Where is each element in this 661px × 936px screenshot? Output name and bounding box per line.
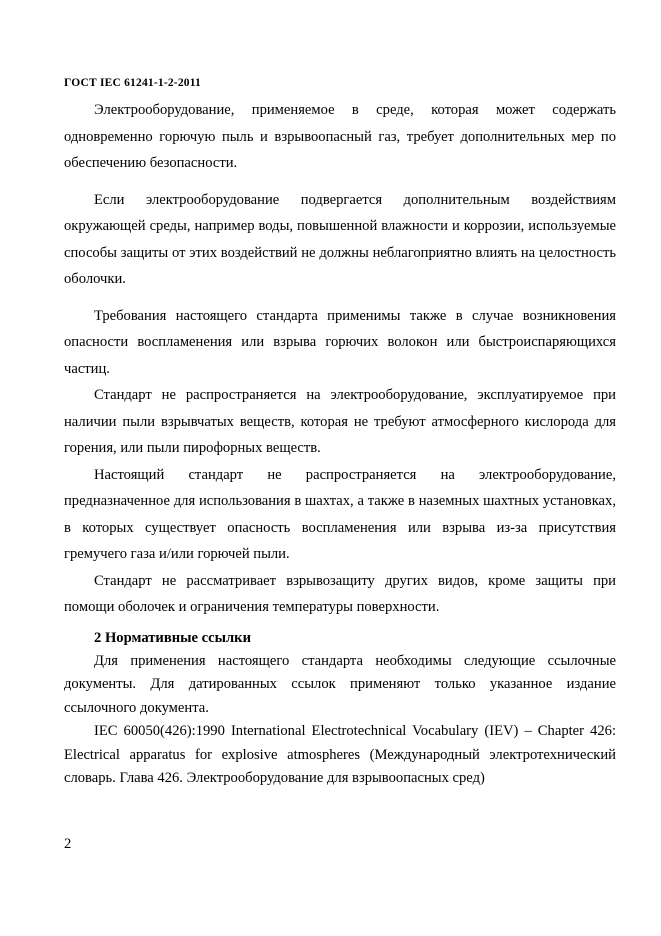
paragraph-intro-1: Электрооборудование, применяемое в среде, которая может содержать одновременно горючую пыль и взрывоопасный газ, требует дополнительных мер по обеспечению безопасности. (64, 102, 616, 171)
paragraph-reference-iec: IEC 60050(426):1990 International Electrotechnical Vocabulary (IEV) – Chapter 426: Electrical apparatus for explosive atmospheres (Международный электротехнический словарь. Глава 426. Электрооборудование для взрывоопасных сред) (64, 723, 616, 786)
section-heading: 2 Нормативные ссылки (94, 629, 251, 646)
paragraph-intro-5: Настоящий стандарт не распространяется на электрооборудование, предназначенное для использования в шахтах, а также в наземных шахтных установках, в которых существует опасность воспламенения или взрыва из-за присутствия гремучего газа и/или горючей пыли. (64, 466, 616, 562)
document-body (64, 97, 616, 791)
paragraph-intro-3: Требования настоящего стандарта применимы также в случае возникновения опасности воспламенения или взрыва горючих волокон или быстроиспаряющихся частиц. (64, 307, 616, 377)
document-header: ГОСТ IEC 61241-1-2-2011 (64, 77, 201, 89)
paragraph-intro-4: Стандарт не распространяется на электрооборудование, эксплуатируемое при наличии пыли взрывчатых веществ, которая не требуют атмосферного кислорода для горения, или пыли пирофорных веществ. (64, 387, 616, 456)
paragraph-intro-2: Если электрооборудование подвергается дополнительным воздействиям окружающей среды, например воды, повышенной влажности и коррозии, используемые способы защиты от этих воздействий не должны неблагоприятно влиять на целостность оболочки. (64, 191, 616, 287)
paragraph-references-intro: Для применения настоящего стандарта необходимы следующие ссылочные документы. Для датированных ссылок применяют только указанное издание ссылочного документа. (64, 652, 616, 716)
paragraph-intro-6: Стандарт не рассматривает взрывозащиту других видов, кроме защиты при помощи оболочек и ограничения температуры поверхности. (64, 572, 616, 615)
page-number: 2 (64, 836, 72, 852)
